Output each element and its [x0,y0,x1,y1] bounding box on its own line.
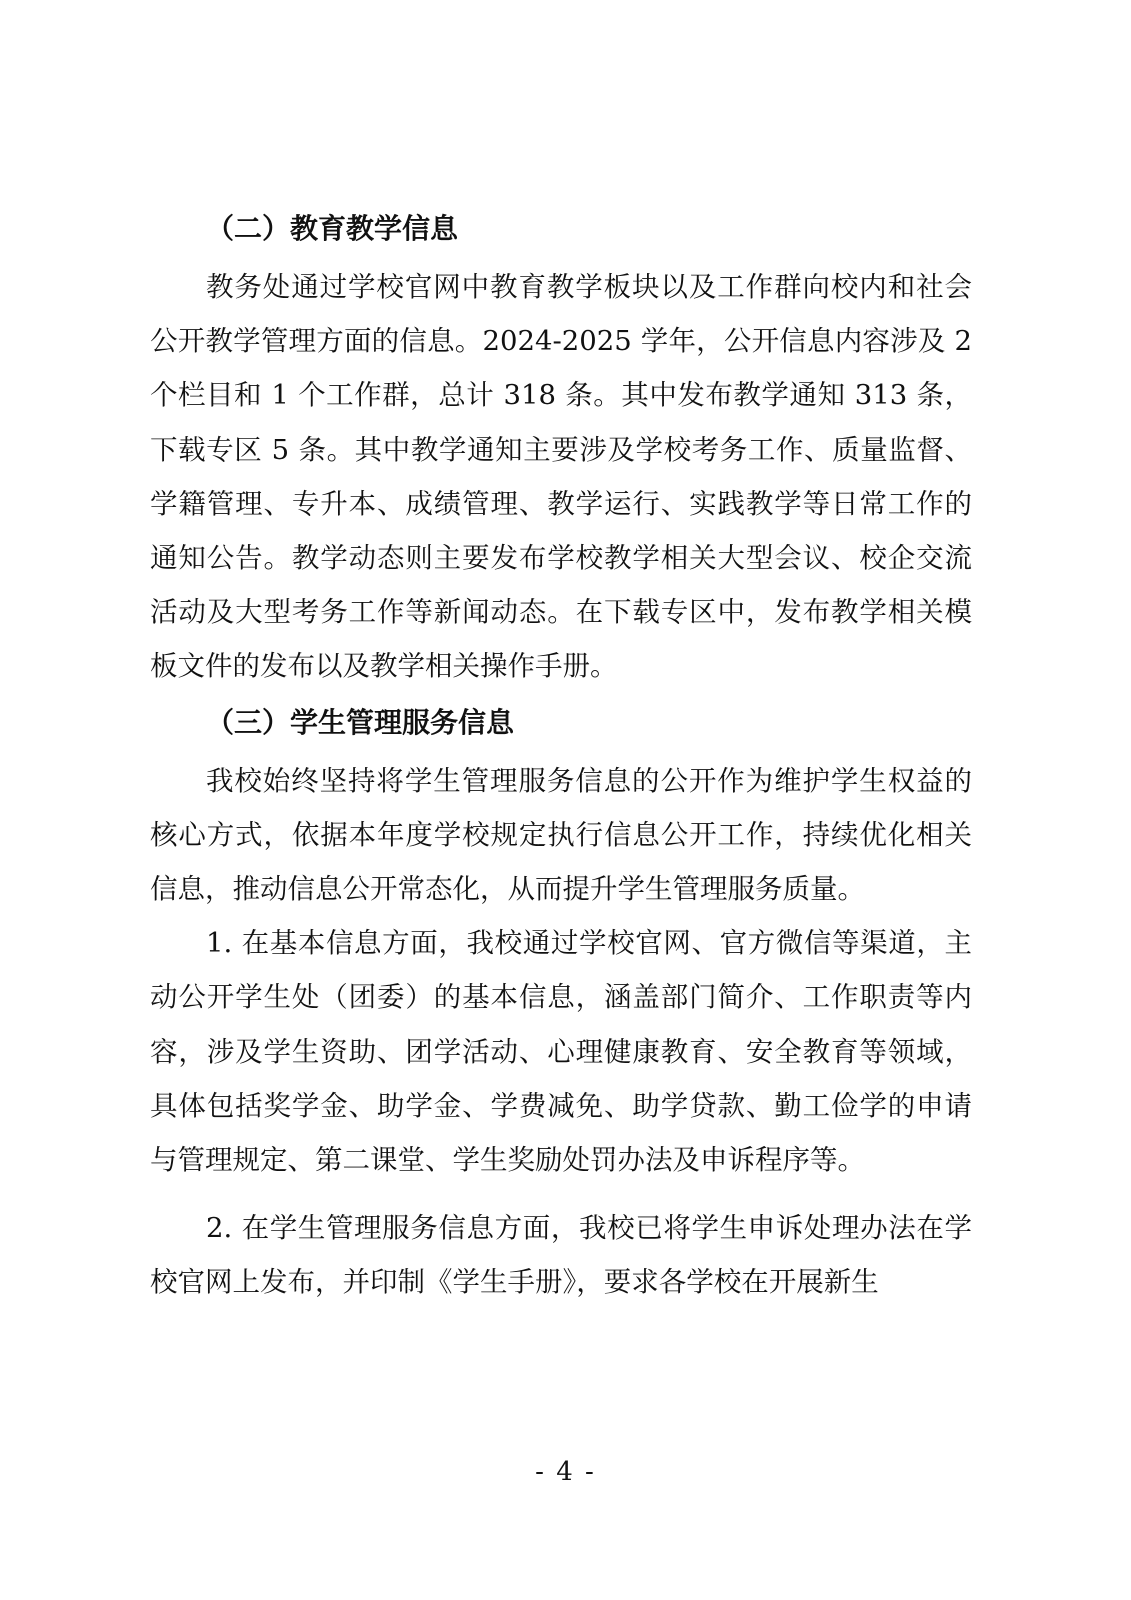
section-heading-student-services: （三）学生管理服务信息 [206,705,515,739]
section-heading-education: （二）教育教学信息 [206,212,459,245]
paragraph-student-intro: 我校始终坚持将学生管理服务信息的公开作为维护学生权益的核心方式，依据本年度学校规定执行信息公开工作，持续优化相关信息，推动信息公开常态化，从而提升学生管理服务质量。 [150,764,972,906]
document-body [150,200,972,1310]
paragraph-student-basic-info: 1. 在基本信息方面，我校通过学校官网、官方微信等渠道，主动公开学生处（团委）的基本信息，涵盖部门简介、工作职责等内容，涉及学生资助、团学活动、心理健康教育、安全教育等领域，具体包括奖学金、助学金、学费减免、助学贷款、勤工俭学的申请与管理规定、第二课堂、学生奖励处罚办法及申诉程序等。 [150,927,972,1177]
paragraph-education: 教务处通过学校官网中教育教学板块以及工作群向校内和社会公开教学管理方面的信息。2024-2025 学年，公开信息内容涉及 2 个栏目和 1 个工作群，总计 318 条。其中发布教学通知 313 条，下载专区 5 条。其中教学通知主要涉及学校考务工作、质量监督、学籍管理、专升本、成绩管理、教学运行、实践教学等日常工作的通知公告。教学动态则主要发布学校教学相关大型会议、校企交流活动及大型考务工作等新闻动态。在下载专区中，发布教学相关模板文件的发布以及教学相关操作手册。 [150,271,972,683]
page-number: - 4 - [535,1457,596,1487]
paragraph-student-management-info: 2. 在学生管理服务信息方面，我校已将学生申诉处理办法在学校官网上发布，并印制《学生手册》，要求各学校在开展新生 [150,1212,972,1299]
